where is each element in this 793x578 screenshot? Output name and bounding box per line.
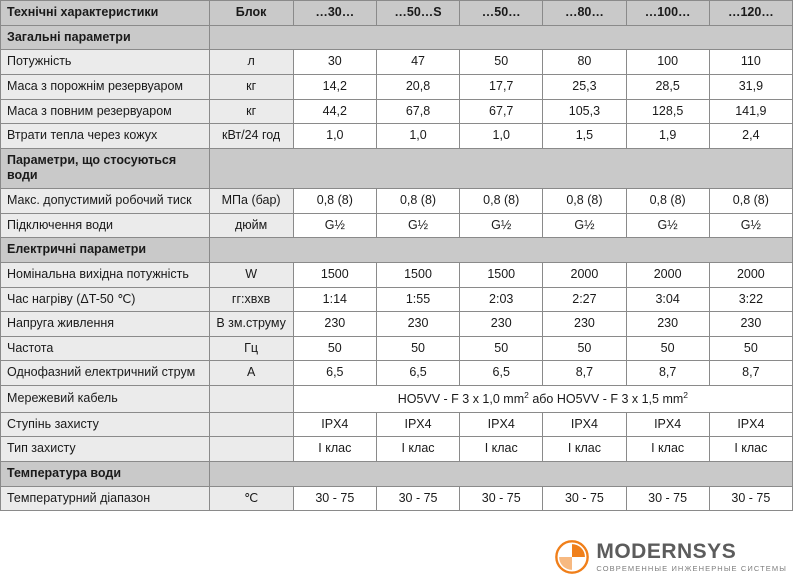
row-parameter: Однофазний електричний струм xyxy=(1,361,210,386)
row-value: 8,7 xyxy=(709,361,792,386)
row-value: 30 - 75 xyxy=(709,486,792,511)
table-row xyxy=(1,312,793,337)
section-filler xyxy=(209,25,792,50)
row-value: 2000 xyxy=(709,262,792,287)
row-unit: ℃ xyxy=(209,486,293,511)
cable-sup-second: 2 xyxy=(683,390,689,400)
table-row xyxy=(1,361,793,386)
table-row xyxy=(1,262,793,287)
row-parameter: Тип захисту xyxy=(1,437,210,462)
row-unit: МПа (бар) xyxy=(209,189,293,214)
row-value: 30 - 75 xyxy=(543,486,626,511)
row-value: 128,5 xyxy=(626,99,709,124)
row-value: 67,7 xyxy=(460,99,543,124)
row-value: IPX4 xyxy=(543,412,626,437)
row-parameter: Макс. допустимий робочий тиск xyxy=(1,189,210,214)
row-parameter: Напруга живлення xyxy=(1,312,210,337)
row-value: 0,8 (8) xyxy=(709,189,792,214)
row-value: 1,0 xyxy=(376,124,459,149)
row-value: 1500 xyxy=(376,262,459,287)
row-value: 50 xyxy=(376,336,459,361)
row-value: 1:14 xyxy=(293,287,376,312)
row-value: 67,8 xyxy=(376,99,459,124)
row-value: IPX4 xyxy=(626,412,709,437)
row-value: 230 xyxy=(376,312,459,337)
row-value: 6,5 xyxy=(376,361,459,386)
row-value: 110 xyxy=(709,50,792,75)
row-value: 2,4 xyxy=(709,124,792,149)
header-cell-model: …80… xyxy=(543,1,626,26)
row-value: 1:55 xyxy=(376,287,459,312)
table-section-row xyxy=(1,462,793,487)
row-parameter: Частота xyxy=(1,336,210,361)
table-row xyxy=(1,74,793,99)
row-value: 105,3 xyxy=(543,99,626,124)
row-value: 2000 xyxy=(543,262,626,287)
row-value: IPX4 xyxy=(293,412,376,437)
section-label: Електричні параметри xyxy=(1,238,210,263)
row-value: 20,8 xyxy=(376,74,459,99)
row-unit xyxy=(209,412,293,437)
row-value: 47 xyxy=(376,50,459,75)
table-section-row xyxy=(1,148,793,188)
row-parameter: Маса з порожнім резервуаром xyxy=(1,74,210,99)
row-unit: дюйм xyxy=(209,213,293,238)
row-parameter: Втрати тепла через кожух xyxy=(1,124,210,149)
watermark-text xyxy=(596,541,787,573)
row-value: G½ xyxy=(709,213,792,238)
row-value: 50 xyxy=(460,336,543,361)
row-value: 50 xyxy=(460,50,543,75)
row-value: 141,9 xyxy=(709,99,792,124)
row-value: 30 - 75 xyxy=(460,486,543,511)
header-cell-unit: Блок xyxy=(209,1,293,26)
row-value: 230 xyxy=(543,312,626,337)
row-value: 17,7 xyxy=(460,74,543,99)
header-cell-parameter: Технічні характеристики xyxy=(1,1,210,26)
row-value: 30 - 75 xyxy=(376,486,459,511)
row-value: IPX4 xyxy=(460,412,543,437)
cable-sup-first: 2 xyxy=(524,390,529,400)
row-value: 0,8 (8) xyxy=(543,189,626,214)
row-value: 2000 xyxy=(626,262,709,287)
row-value: 3:22 xyxy=(709,287,792,312)
row-value: 31,9 xyxy=(709,74,792,99)
row-value: 8,7 xyxy=(543,361,626,386)
row-unit: Гц xyxy=(209,336,293,361)
section-filler xyxy=(209,238,792,263)
header-cell-model: …100… xyxy=(626,1,709,26)
watermark-logo xyxy=(555,540,787,574)
row-parameter: Ступінь захисту xyxy=(1,412,210,437)
row-value: 2:27 xyxy=(543,287,626,312)
row-value: 1,0 xyxy=(293,124,376,149)
row-unit: А xyxy=(209,361,293,386)
row-value: G½ xyxy=(626,213,709,238)
row-value: 230 xyxy=(460,312,543,337)
row-unit: В зм.струму xyxy=(209,312,293,337)
table-row xyxy=(1,50,793,75)
section-label: Температура води xyxy=(1,462,210,487)
row-value: 50 xyxy=(709,336,792,361)
watermark-subtitle: СОВРЕМЕННЫЕ ИНЖЕНЕРНЫЕ СИСТЕМЫ xyxy=(596,564,787,574)
header-cell-model: …50…S xyxy=(376,1,459,26)
row-value: G½ xyxy=(293,213,376,238)
row-value: G½ xyxy=(460,213,543,238)
table-row xyxy=(1,486,793,511)
row-value: 0,8 (8) xyxy=(293,189,376,214)
row-unit: W xyxy=(209,262,293,287)
row-value: I клас xyxy=(376,437,459,462)
row-value: 230 xyxy=(626,312,709,337)
modernsys-logo-icon xyxy=(555,540,589,574)
row-value: 30 - 75 xyxy=(293,486,376,511)
row-value: 14,2 xyxy=(293,74,376,99)
table-row xyxy=(1,99,793,124)
header-cell-model: …120… xyxy=(709,1,792,26)
row-value: 100 xyxy=(626,50,709,75)
row-value: 28,5 xyxy=(626,74,709,99)
table-row xyxy=(1,336,793,361)
row-value: I клас xyxy=(543,437,626,462)
header-cell-model: …50… xyxy=(460,1,543,26)
table-row xyxy=(1,287,793,312)
row-value: 30 - 75 xyxy=(626,486,709,511)
row-parameter: Потужність xyxy=(1,50,210,75)
row-value: 0,8 (8) xyxy=(626,189,709,214)
header-cell-model: …30… xyxy=(293,1,376,26)
table-row xyxy=(1,437,793,462)
row-value: 230 xyxy=(293,312,376,337)
row-value: 44,2 xyxy=(293,99,376,124)
row-parameter: Номінальна вихідна потужність xyxy=(1,262,210,287)
row-value: 1,5 xyxy=(543,124,626,149)
table-row xyxy=(1,189,793,214)
row-value: 30 xyxy=(293,50,376,75)
row-unit xyxy=(209,386,293,413)
row-value: I клас xyxy=(709,437,792,462)
row-unit: кг xyxy=(209,99,293,124)
section-filler xyxy=(209,148,792,188)
row-value: 6,5 xyxy=(293,361,376,386)
row-value-span xyxy=(293,386,792,413)
cable-text-first: HO5VV - F 3 x 1,0 mm xyxy=(397,392,525,407)
row-value: I клас xyxy=(460,437,543,462)
row-value: 6,5 xyxy=(460,361,543,386)
row-value: 1500 xyxy=(460,262,543,287)
row-value: 50 xyxy=(543,336,626,361)
row-value: 1500 xyxy=(293,262,376,287)
row-unit: гг:хвхв xyxy=(209,287,293,312)
row-value: 50 xyxy=(626,336,709,361)
row-value: G½ xyxy=(376,213,459,238)
row-value: I клас xyxy=(293,437,376,462)
row-value: 230 xyxy=(709,312,792,337)
row-unit: кВт/24 год xyxy=(209,124,293,149)
row-unit xyxy=(209,437,293,462)
section-filler xyxy=(209,462,792,487)
watermark-title: MODERNSYS xyxy=(596,540,737,564)
row-value: 25,3 xyxy=(543,74,626,99)
cable-text-second: або HO5VV - F 3 x 1,5 mm xyxy=(528,392,684,407)
row-parameter: Температурний діапазон xyxy=(1,486,210,511)
row-value: G½ xyxy=(543,213,626,238)
row-value: 50 xyxy=(293,336,376,361)
section-label: Загальні параметри xyxy=(1,25,210,50)
row-value: 2:03 xyxy=(460,287,543,312)
table-section-row xyxy=(1,25,793,50)
row-value: 0,8 (8) xyxy=(460,189,543,214)
row-parameter: Маса з повним резервуаром xyxy=(1,99,210,124)
row-value: 0,8 (8) xyxy=(376,189,459,214)
row-value: 1,9 xyxy=(626,124,709,149)
row-value: 80 xyxy=(543,50,626,75)
table-section-row xyxy=(1,238,793,263)
row-parameter: Час нагріву (ΔT-50 ℃) xyxy=(1,287,210,312)
row-parameter: Підключення води xyxy=(1,213,210,238)
row-value: I клас xyxy=(626,437,709,462)
table-row xyxy=(1,213,793,238)
table-row xyxy=(1,386,793,413)
table-row xyxy=(1,124,793,149)
row-value: 3:04 xyxy=(626,287,709,312)
section-label: Параметри, що стосуються води xyxy=(1,148,210,188)
table-row xyxy=(1,412,793,437)
row-parameter: Мережевий кабель xyxy=(1,386,210,413)
row-value: 1,0 xyxy=(460,124,543,149)
row-value: 8,7 xyxy=(626,361,709,386)
table-header-row xyxy=(1,1,793,26)
row-unit: л xyxy=(209,50,293,75)
row-unit: кг xyxy=(209,74,293,99)
row-value: IPX4 xyxy=(709,412,792,437)
row-value: IPX4 xyxy=(376,412,459,437)
